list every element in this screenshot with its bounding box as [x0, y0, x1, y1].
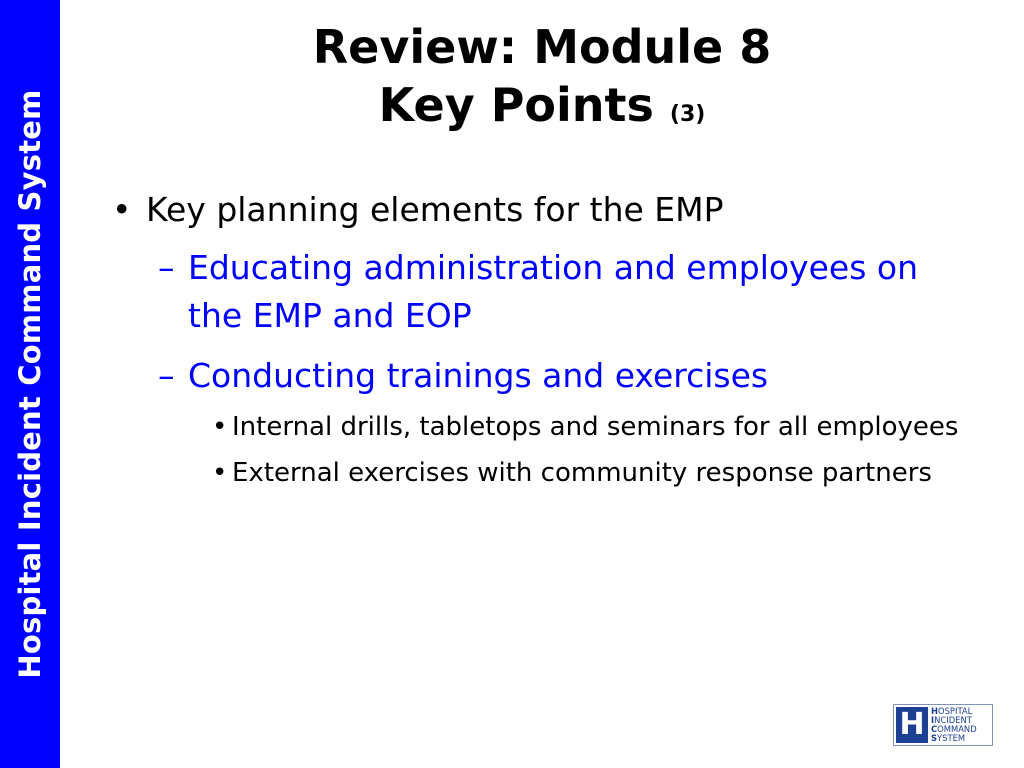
sidebar-label: Hospital Incident Command System [13, 89, 47, 679]
logo-line: HOSPITAL [931, 706, 973, 716]
sidebar-band [0, 0, 60, 768]
slide-title [60, 18, 1024, 144]
bullet-text: Key planning elements for the EMP [146, 190, 724, 229]
bullet-marker: • [212, 458, 228, 488]
bullet-marker: • [212, 412, 228, 442]
sub-sub-bullet [212, 454, 978, 492]
title-line-2 [60, 76, 1024, 144]
bullet-level1 [108, 188, 978, 232]
title-key-points: Key Points [378, 78, 654, 132]
bullet-list [108, 188, 978, 492]
sub-bullet [158, 352, 978, 400]
logo-h-mark: H [896, 707, 928, 743]
logo-line: COMMAND [931, 724, 977, 734]
sub-sub-bullet-text: External exercises with community response partners [232, 458, 932, 488]
sub-bullet-text: Educating administration and employees on the EMP and EOP [188, 248, 918, 335]
bullet-marker: • [112, 190, 132, 229]
title-suffix: (3) [669, 102, 706, 127]
sub-sub-bullet-text: Internal drills, tabletops and seminars for all employees [232, 412, 959, 442]
hics-logo [893, 704, 993, 746]
logo-wordmark [931, 707, 977, 743]
title-line-1: Review: Module 8 [312, 20, 772, 74]
sub-bullet [158, 244, 978, 340]
logo-line: INCIDENT [931, 715, 972, 725]
logo-line: SYSTEM [931, 733, 966, 743]
dash-marker: – [158, 248, 175, 287]
dash-marker: – [158, 356, 175, 395]
sub-bullet-text: Conducting trainings and exercises [188, 356, 769, 395]
sub-sub-bullet [212, 408, 978, 446]
